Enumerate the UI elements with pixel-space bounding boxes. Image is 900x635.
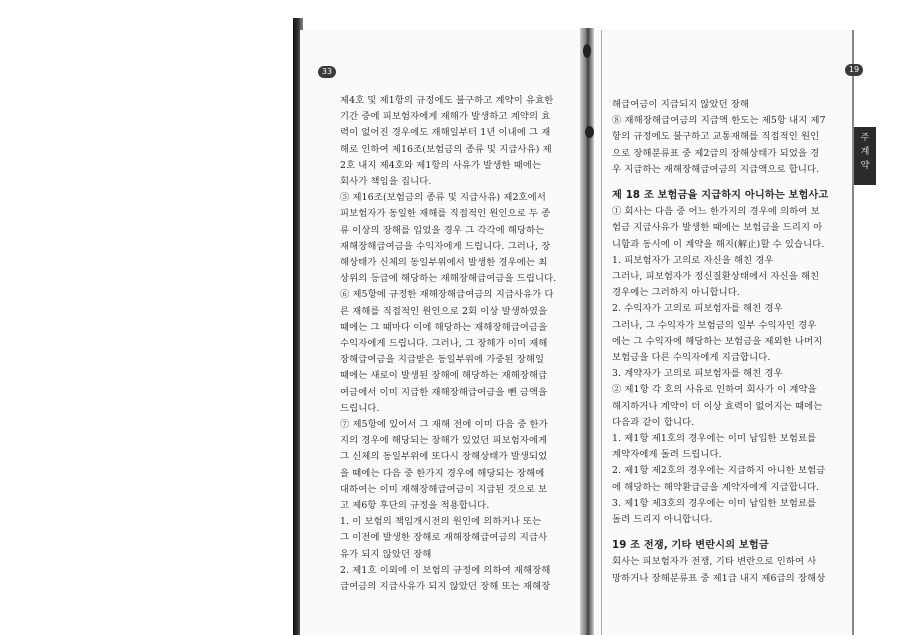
text-line: 급여금의 지급사유가 되지 않았던 장해 또는 재해장 (340, 581, 551, 593)
text-line: 계약자에게 돌려 드립니다. (612, 449, 722, 461)
text-line: 2. 제1호 이외에 이 보험의 규정에 의하여 재해장해 (340, 564, 551, 576)
text-line: 그 신체의 동일부위에 또다시 장해상태가 발생되었 (340, 451, 548, 463)
text-line: 으로 장해분류표 중 제2급의 장해상태가 되었을 경 (612, 147, 820, 159)
text-line: ① 회사는 다음 중 어느 한가지의 경우에 의하여 보 (612, 206, 820, 218)
spine-line (601, 30, 602, 635)
text-line: 3. 제1항 제3호의 경우에는 이미 납입한 보험료를 (612, 497, 817, 509)
text-line: ⑥ 제5항에 규정한 재해장해급여금의 지급사유가 다 (340, 289, 554, 301)
text-line: 때에는 새로이 발생된 장해에 해당하는 재해장해급 (340, 370, 548, 382)
text-line: 망하거나 장해분류표 중 제1급 내지 제6급의 장해상 (612, 572, 826, 584)
book-gutter (580, 28, 594, 635)
side-tab-char: 계 (860, 147, 870, 157)
text-line: 2. 제1항 제2호의 경우에는 지급하지 아니한 보험금 (612, 465, 826, 477)
text-line: 3. 계약자가 고의로 피보험자를 해친 경우 (612, 368, 783, 380)
text-line: 니함과 동시에 이 계약을 해지(解止)할 수 있습니다. (612, 238, 825, 250)
text-line: 다음과 같이 합니다. (612, 416, 695, 428)
article-19-heading: 19 조 전쟁, 기타 변란시의 보험금 (612, 540, 769, 552)
right-page-edge (852, 30, 854, 635)
text-line: 류 이상의 장해를 입었을 경우 그 각각에 해당하는 (340, 224, 545, 236)
text-line: ⑤ 제16조(보험금의 종류 및 지급사유) 제2호에서 (340, 192, 546, 204)
article-18-heading: 제 18 조 보험금을 지급하지 아니하는 보험사고 (612, 190, 829, 202)
page-number-right: 19 (845, 64, 863, 76)
text-line: 기간 중에 피보험자에게 재해가 발생하고 계약의 효 (340, 111, 551, 123)
side-tab-char: 약 (860, 161, 870, 171)
text-line: 수익자에게 드립니다. 그러나, 그 장해가 이미 재해 (340, 338, 548, 350)
text-line: 2호 내지 제4호와 제1항의 사유가 발생한 때에는 (340, 159, 542, 171)
text-line: 피보험자가 동일한 재해를 직접적인 원인으로 두 종 (340, 208, 551, 220)
text-line: 상위의 등급에 해당하는 재해장해급여금을 드립니다. (340, 273, 557, 285)
text-line: 항의 규정에도 불구하고 교통재해를 직접적인 원인 (612, 131, 820, 143)
text-line: ⑦ 제5항에 있어서 그 재해 전에 이미 다음 중 한가 (340, 419, 548, 431)
text-line: 우 지급하는 재해장해급여금의 지급액으로 합니다. (612, 163, 820, 175)
text-line: 돌려 드리지 아니합니다. (612, 514, 713, 526)
text-line: 그 이전에 발생한 장해로 재해장해급여금의 지급사 (340, 532, 548, 544)
text-line: 1. 제1항 제1호의 경우에는 이미 납입한 보험료를 (612, 433, 817, 445)
text-line: 장해급여금을 지급받은 동일부위에 가중된 장해일 (340, 354, 545, 366)
text-line: ⑧ 재해장해급여금의 지급액 한도는 제5항 내지 제7 (612, 115, 826, 127)
text-line: 2. 수익자가 고의로 피보험자를 해친 경우 (612, 303, 783, 315)
text-line: 른 재해를 직접적인 원인으로 2회 이상 발생하였을 (340, 305, 548, 317)
text-line: 드립니다. (340, 402, 380, 414)
spacer (612, 528, 829, 538)
right-text-column (612, 97, 829, 587)
text-line: 재해장해급여금을 수익자에게 드립니다. 그러나, 장 (340, 240, 551, 252)
text-line: 해로 인하여 제16조(보험금의 종류 및 지급사유) 제 (340, 143, 552, 155)
binding-mark (583, 44, 591, 58)
text-line: 에는 그 수익자에 해당하는 보험금을 제외한 나머지 (612, 335, 823, 347)
text-line: 회사가 책임을 집니다. (340, 176, 432, 188)
text-line: 유가 되지 않았던 장해 (340, 548, 432, 560)
text-line: ② 제1항 각 호의 사유로 인하여 회사가 이 계약을 (612, 384, 817, 396)
text-line: 여금에서 이미 지급한 재해장해급여금을 뺀 금액을 (340, 386, 548, 398)
text-line: 그러나, 피보험자가 정신질환상태에서 자신을 해친 (612, 271, 820, 283)
text-line: 험금 지급사유가 발생한 때에는 보험금을 드리지 아 (612, 222, 823, 234)
page-number-left: 33 (318, 66, 336, 78)
text-line: 해지하거나 계약이 더 이상 효력이 없어지는 때에는 (612, 400, 823, 412)
text-line: 1. 이 보험의 책임개시전의 원인에 의하거나 또는 (340, 516, 542, 528)
text-line: 제4호 및 제1항의 규정에도 불구하고 계약이 유효한 (340, 95, 554, 106)
text-line: 고 제6항 후단의 규정을 적용합니다. (340, 500, 490, 512)
text-line: 해상태가 신체의 동일부위에서 발생한 경우에는 최 (340, 257, 548, 269)
side-tab-char: 주 (860, 133, 870, 143)
text-line: 에 해당하는 해약환급금을 계약자에게 지급합니다. (612, 481, 820, 493)
section-side-tab (854, 127, 876, 185)
text-line: 을 때에는 다음 중 한가지 경우에 해당되는 장해에 (340, 467, 545, 479)
text-line: 회사는 피보험자가 전쟁, 기타 변란으로 인하여 사 (612, 556, 817, 568)
text-line: 1. 피보험자가 고의로 자신을 해친 경우 (612, 254, 774, 266)
text-line: 경우에는 그러하지 아니합니다. (612, 287, 741, 299)
left-text-column (340, 93, 556, 595)
text-line: 때에는 그 때마다 이에 해당하는 재해장해급여금을 (340, 321, 548, 333)
text-line: 지의 경우에 해당되는 장해가 있었던 피보험자에게 (340, 435, 548, 447)
text-line: 대하여는 이미 재해장해급여금이 지급된 것으로 보 (340, 483, 548, 495)
binding-mark (585, 126, 594, 138)
spacer (612, 178, 829, 188)
text-line: 보험금을 다른 수익자에게 지급합니다. (612, 352, 771, 364)
text-line: 그러나, 그 수익자가 보험금의 일부 수익자인 경우 (612, 319, 817, 331)
text-line: 력이 없어진 경우에도 재해일부터 1년 이내에 그 재 (340, 127, 551, 139)
text-line: 해급여금이 지급되지 않았던 장해 (612, 99, 750, 110)
